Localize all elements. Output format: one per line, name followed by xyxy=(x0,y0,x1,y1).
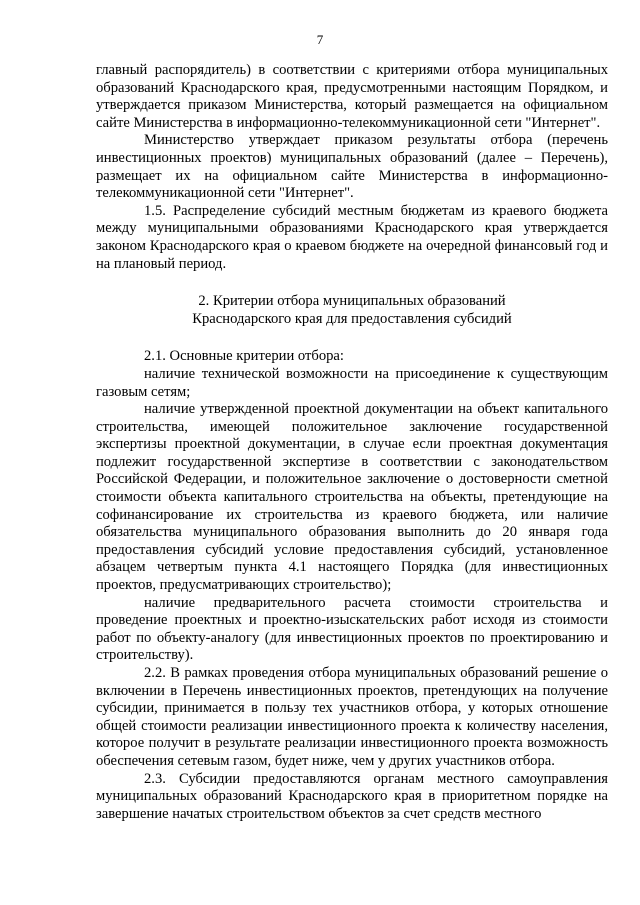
paragraph-1-5: 1.5. Распределение субсидий местным бюджетам из краевого бюджета между муниципальными образованиями Краснодарского края утверждается законом Краснодарского края о краевом бюджете на очередной финансовый год и на плановый период. xyxy=(96,202,608,272)
paragraph-2-2: 2.2. В рамках проведения отбора муниципальных образований решение о включении в Перечень инвестиционных проектов, претендующих на получение субсидии, принимается в пользу тех участников отбора, у которых отношение общей стоимости реализации инвестиционного проекта к количеству населения, которое получит в результате реализации инвестиционного проекта возможность обеспечения сетевым газом, будет ниже, чем у других участников отбора. xyxy=(96,665,608,769)
paragraph-ministry-results: Министерство утверждает приказом результаты отбора (перечень инвестиционных проектов) муниципальных образований (далее – Перечень), размещает их на официальном сайте Министерства в информационно-телекоммуникационной сети "Интернет". xyxy=(96,132,608,202)
section-heading-line-2: Краснодарского края для предоставления субсидий xyxy=(192,310,512,327)
paragraph-continuation: главный распорядитель) в соответствии с критериями отбора муниципальных образований Краснодарского края, предусмотренными настоящим Порядком, и утверждается приказом Министерства, который размещается на официальном сайте Министерства в информационно-телекоммуникационной сети "Интернет". xyxy=(96,62,608,131)
section-heading xyxy=(96,293,608,328)
page-number: 7 xyxy=(316,32,324,47)
section-heading-line-1: 2. Критерии отбора муниципальных образований xyxy=(198,293,506,310)
paragraph-2-3: 2.3. Субсидии предоставляются органам местного самоуправления муниципальных образований Краснодарского края в приоритетном порядке на завершение начатых строительством объектов за счет средств местного xyxy=(96,770,608,822)
paragraph-criterion-documentation: наличие утвержденной проектной документации на объект капитального строительства, имеющей положительное заключение государственной экспертизы проектной документации, в случае если проектная документация подлежит государственной экспертизе в соответствии с законодательством Российской Федерации, и положительное заключение о достоверности сметной стоимости объекта капитального строительства на объекты, претендующие на софинансирование их строительства из краевого бюджета, или наличие обязательства муниципального образования выполнить до 20 января года предоставления субсидий условие предоставления субсидий, установленное абзацем четвертым пункта 4.1 настоящего Порядка (для инвестиционных проектов, предусматривающих строительство); xyxy=(96,401,608,594)
document-body xyxy=(96,62,608,823)
paragraph-criterion-gas-connection: наличие технической возможности на присоединение к существующим газовым сетям; xyxy=(96,365,608,400)
paragraph-criterion-preliminary-calc: наличие предварительного расчета стоимости строительства и проведение проектных и проектно-изыскательских работ исходя из стоимости работ по объекту-аналогу (для инвестиционных проектов по проектированию и строительству). xyxy=(96,594,608,664)
paragraph-2-1: 2.1. Основные критерии отбора: xyxy=(144,348,344,365)
